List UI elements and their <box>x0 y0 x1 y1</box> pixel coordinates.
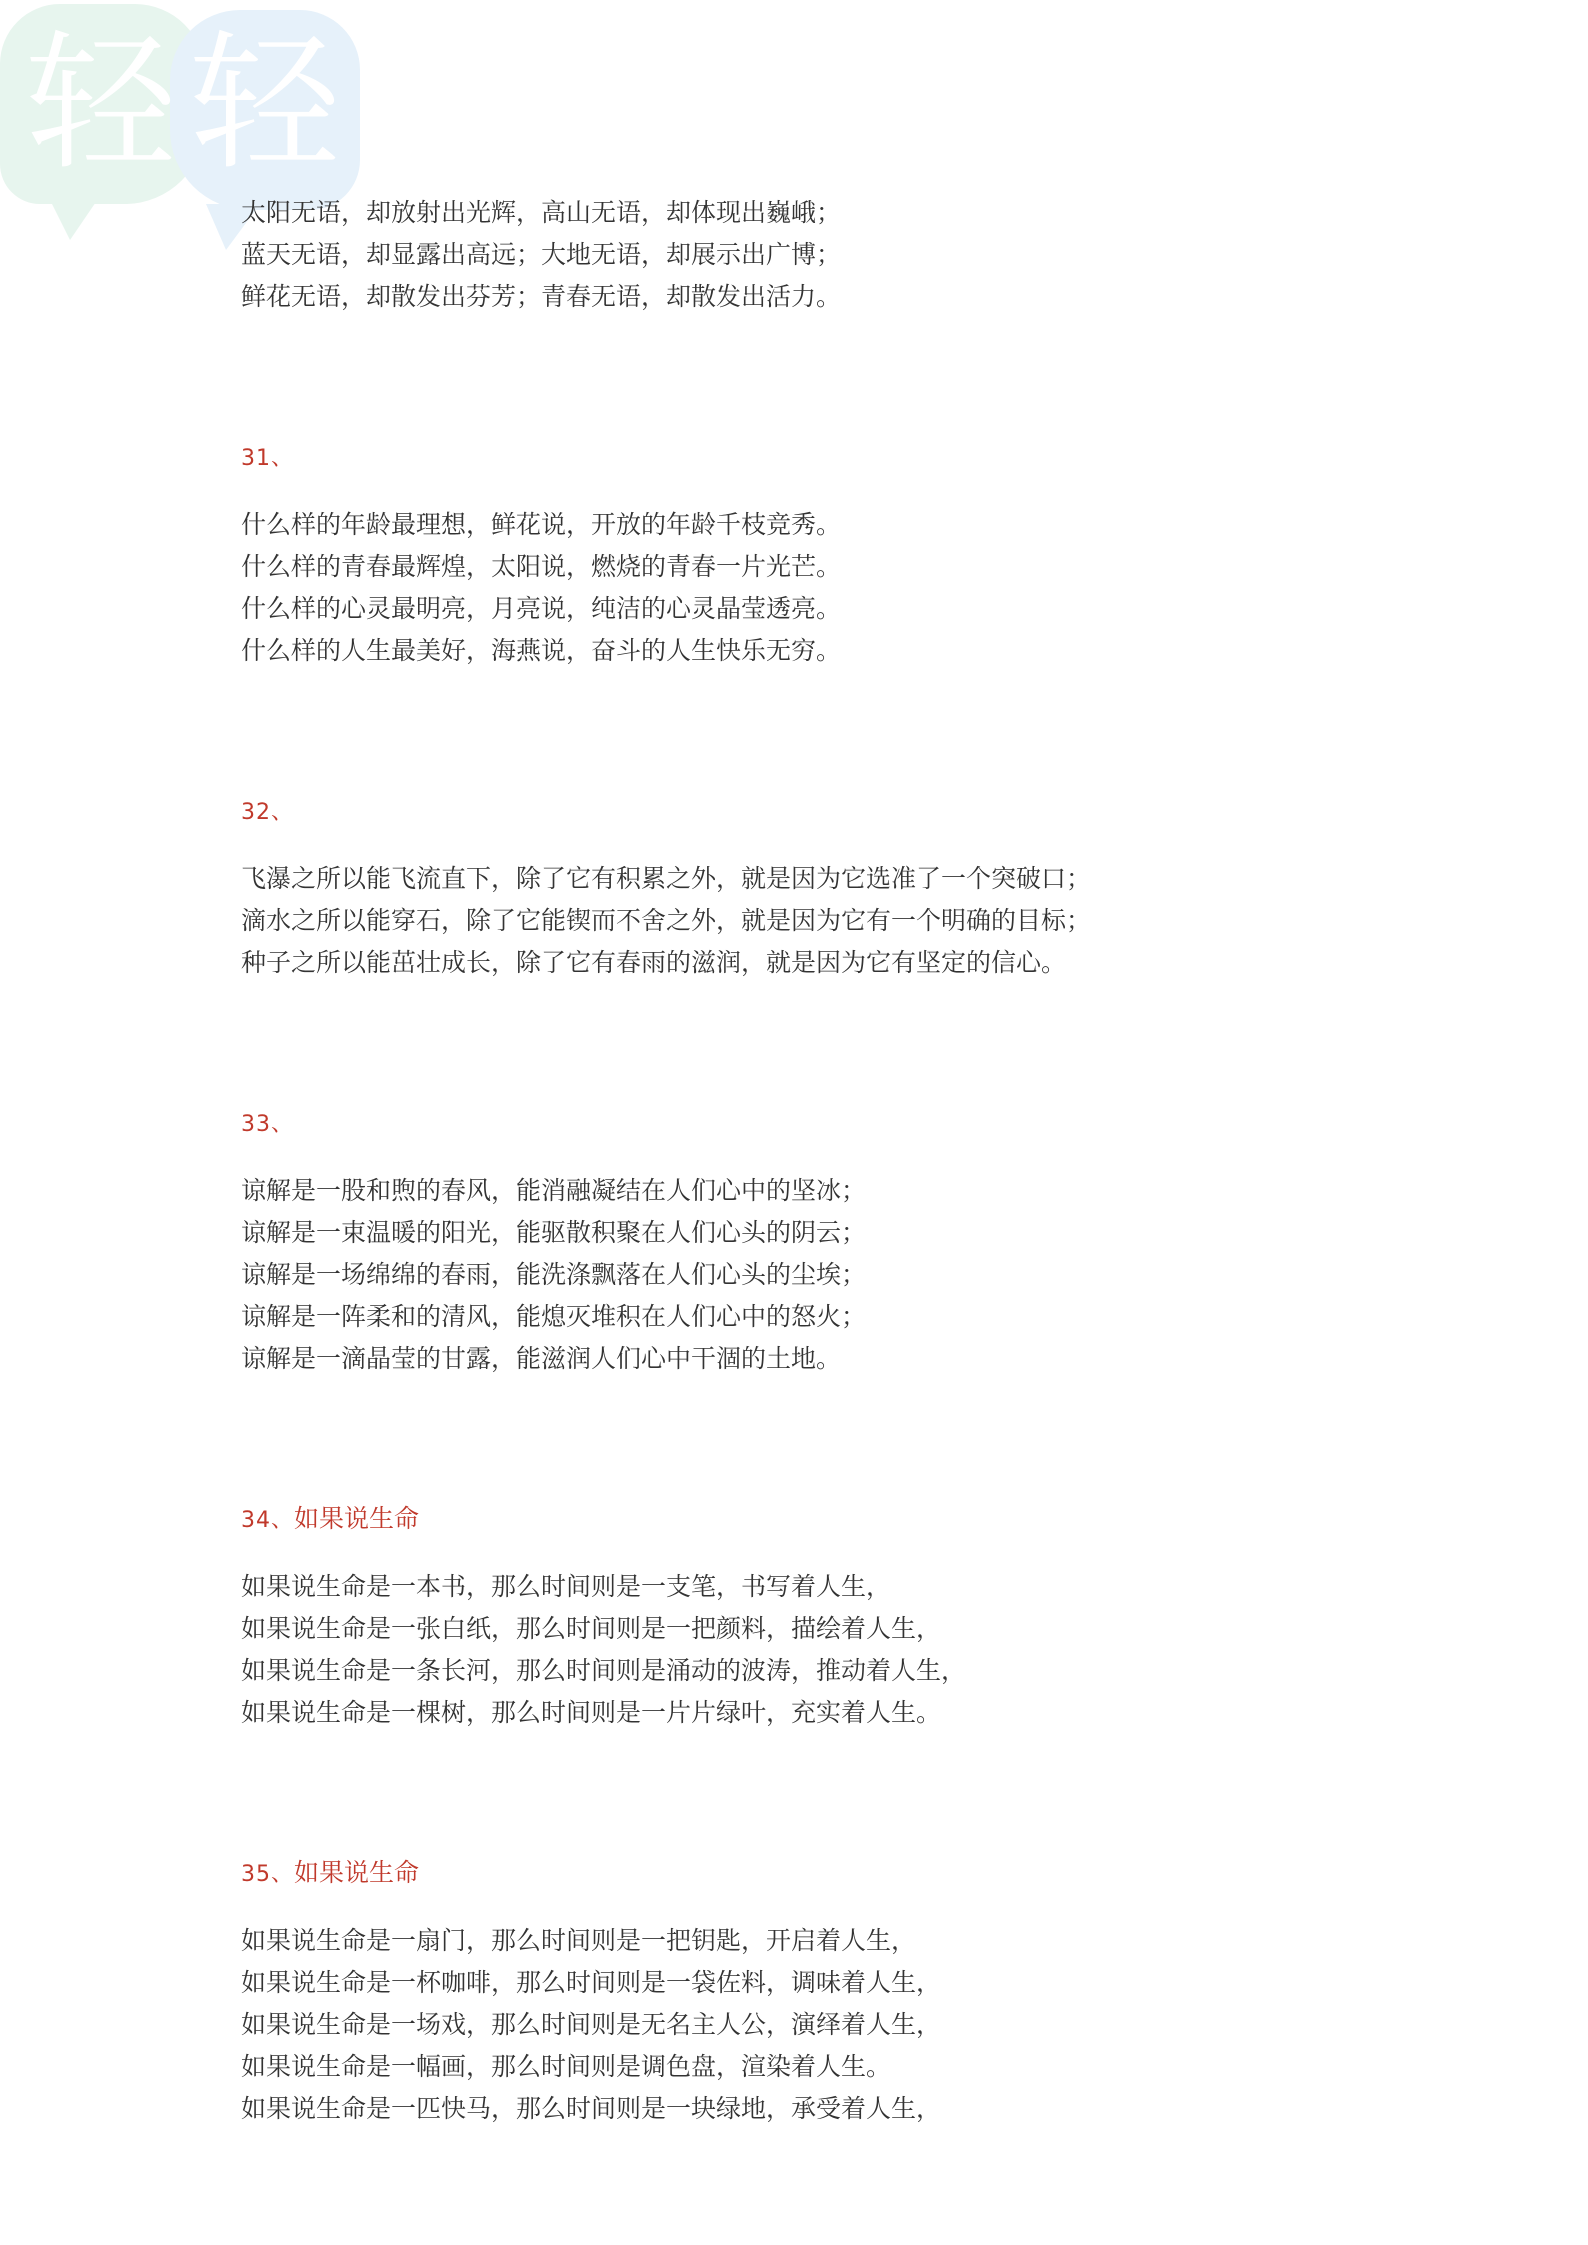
section-title: 如果说生命 <box>294 1504 420 1533</box>
text-line: 如果说生命是一张白纸，那么时间则是一把颜料，描绘着人生， <box>241 1614 942 1643</box>
text-line: 飞瀑之所以能飞流直下，除了它有积累之外，就是因为它选准了一个突破口； <box>241 864 1092 893</box>
logo-char: 轻 <box>190 17 341 191</box>
text-line: 如果说生命是一扇门，那么时间则是一把钥匙，开启着人生， <box>241 1926 917 1955</box>
text-line: 什么样的青春最辉煌，太阳说，燃烧的青春一片光芒。 <box>241 552 842 581</box>
text-line: 谅解是一股和煦的春风，能消融凝结在人们心中的坚冰； <box>241 1176 867 1205</box>
text-line: 谅解是一滴晶莹的甘露，能滋润人们心中干涸的土地。 <box>241 1344 842 1373</box>
text-line: 如果说生命是一匹快马，那么时间则是一块绿地，承受着人生， <box>241 2094 942 2123</box>
section-number: 33、 <box>241 1112 294 1137</box>
section-31 <box>241 436 1421 672</box>
section-heading <box>241 1102 1421 1146</box>
section-35 <box>241 1852 1421 2130</box>
text-line: 滴水之所以能穿石，除了它能锲而不舍之外，就是因为它有一个明确的目标； <box>241 906 1092 935</box>
section-33 <box>241 1102 1421 1380</box>
text-line: 什么样的年龄最理想，鲜花说，开放的年龄千枝竞秀。 <box>241 510 842 539</box>
text-line: 什么样的人生最美好，海燕说，奋斗的人生快乐无穷。 <box>241 636 842 665</box>
text-line: 如果说生命是一幅画，那么时间则是调色盘，渲染着人生。 <box>241 2052 892 2081</box>
section-heading <box>241 1498 1421 1542</box>
section-34 <box>241 1498 1421 1734</box>
section-number: 31、 <box>241 446 294 471</box>
section-number: 34、 <box>241 1508 294 1533</box>
section-number: 35、 <box>241 1862 294 1887</box>
intro-paragraph <box>241 192 1421 318</box>
text-line: 种子之所以能茁壮成长，除了它有春雨的滋润，就是因为它有坚定的信心。 <box>241 948 1067 977</box>
logo-char: 轻 <box>26 17 177 191</box>
text-line: 如果说生命是一杯咖啡，那么时间则是一袋佐料，调味着人生， <box>241 1968 942 1997</box>
text-line: 谅解是一场绵绵的春雨，能洗涤飘落在人们心头的尘埃； <box>241 1260 867 1289</box>
text-line: 如果说生命是一条长河，那么时间则是涌动的波涛，推动着人生， <box>241 1656 967 1685</box>
text-line: 鲜花无语，却散发出芬芳；青春无语，却散发出活力。 <box>241 282 842 311</box>
document-body <box>241 192 1421 2130</box>
text-line: 太阳无语，却放射出光辉，高山无语，却体现出巍峨； <box>241 198 842 227</box>
section-32 <box>241 790 1421 984</box>
section-heading <box>241 436 1421 480</box>
text-line: 如果说生命是一场戏，那么时间则是无名主人公，演绎着人生， <box>241 2010 942 2039</box>
text-line: 蓝天无语，却显露出高远；大地无语，却展示出广博； <box>241 240 842 269</box>
text-line: 谅解是一阵柔和的清风，能熄灭堆积在人们心中的怒火； <box>241 1302 867 1331</box>
text-line: 如果说生命是一棵树，那么时间则是一片片绿叶，充实着人生。 <box>241 1698 942 1727</box>
section-heading <box>241 790 1421 834</box>
text-line: 什么样的心灵最明亮，月亮说，纯洁的心灵晶莹透亮。 <box>241 594 842 623</box>
section-number: 32、 <box>241 800 294 825</box>
text-line: 谅解是一束温暖的阳光，能驱散积聚在人们心头的阴云； <box>241 1218 867 1247</box>
section-heading <box>241 1852 1421 1896</box>
section-title: 如果说生命 <box>294 1858 420 1887</box>
text-line: 如果说生命是一本书，那么时间则是一支笔，书写着人生， <box>241 1572 892 1601</box>
